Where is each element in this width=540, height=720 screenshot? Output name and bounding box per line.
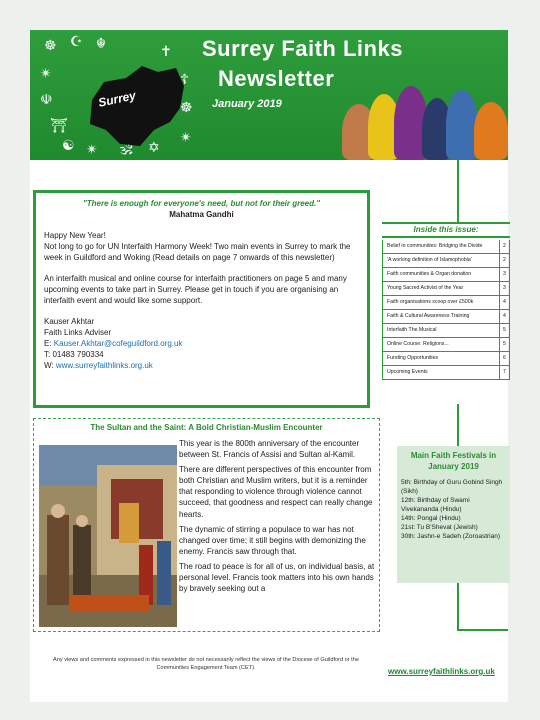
toc-row[interactable] — [382, 366, 510, 380]
yin-yang-icon: ☯ — [62, 137, 75, 153]
person-figure — [474, 102, 508, 160]
festival-item: 5th: Birthday of Guru Gobind Singh (Sikh) — [401, 479, 503, 495]
festivals-connector-line — [457, 404, 459, 446]
toc-item-page: 3 — [500, 282, 510, 295]
newsletter-title-line1: Surrey Faith Links — [202, 36, 403, 61]
toc-item-page: 5 — [500, 338, 510, 351]
toc-row[interactable] — [382, 296, 510, 310]
torii-icon: ⛩ — [50, 117, 68, 133]
festival-item: 30th: Jashn-e Sadeh (Zoroastrian) — [401, 533, 500, 540]
table-of-contents — [382, 240, 510, 380]
email-line — [44, 338, 359, 349]
article-title: The Sultan and the Saint: A Bold Christian-Muslim Encounter — [90, 423, 323, 432]
festivals-list — [401, 478, 506, 541]
greeting: Happy New Year! — [44, 231, 106, 240]
toc-item-title: Online Course: Religions... — [382, 338, 500, 351]
star-icon: ✴ — [86, 141, 98, 157]
signature-role: Faith Links Adviser — [44, 328, 112, 337]
email-label: E: — [44, 339, 52, 348]
toc-item-title: Upcoming Events — [382, 366, 500, 379]
email-link[interactable]: Kauser.Akhtar@cofeguildford.org.uk — [53, 339, 183, 348]
newsletter-title-line2: Newsletter — [218, 66, 335, 91]
toc-item-title: 'A working definition of Islamophobia' — [382, 254, 500, 267]
toc-item-title: Faith communities & Organ donation — [382, 268, 500, 281]
toc-item-page: 4 — [500, 310, 510, 323]
toc-item-page: 6 — [500, 352, 510, 365]
toc-row[interactable] — [382, 268, 510, 282]
signature — [44, 316, 359, 371]
toc-item-title: Funding Opportunities — [382, 352, 500, 365]
toc-row[interactable] — [382, 240, 510, 254]
festivals-connector-line — [457, 583, 459, 631]
toc-row[interactable] — [382, 324, 510, 338]
festival-item: 21st: Tu B'Shevat (Jewish) — [401, 524, 478, 531]
dharma-wheel-icon: ☸ — [44, 37, 57, 53]
article-paragraph: The road to peace is for all of us, on individual basis, at personal level. Francis took matters into his own hands by bravely seeking out a — [179, 561, 375, 594]
toc-title: Inside this issue: — [382, 222, 510, 238]
toc-item-title: Faith & Cultural Awareness Training — [382, 310, 500, 323]
hamsa-icon: 🕉 — [120, 141, 133, 157]
festival-item: 14th: Pongal (Hindu) — [401, 515, 461, 522]
festivals-connector-line — [459, 629, 508, 631]
toc-item-title: Interfaith The Musical — [382, 324, 500, 337]
issue-date: January 2019 — [212, 98, 282, 110]
disclaimer: Any views and comments expressed in this newsletter do not necessarily reflect the views of the Diocese of Guildford or the Communities Engagement Team (CET). — [53, 657, 359, 671]
toc-row[interactable] — [382, 310, 510, 324]
toc-item-page: 4 — [500, 296, 510, 309]
toc-item-page: 5 — [500, 324, 510, 337]
article-box — [33, 418, 380, 632]
intro-paragraph-1: Not long to go for UN Interfaith Harmony Week! Two main events in Surrey to mark the week in Guildford and Woking (Read details on page 7 onwards of this newsletter) — [44, 242, 351, 262]
toc-row[interactable] — [382, 282, 510, 296]
orthodox-cross-icon: ☦ — [180, 71, 190, 87]
faravahar-icon: ✴ — [40, 65, 52, 81]
star-of-david-icon: ✡ — [148, 139, 160, 155]
article-paragraph: This year is the 800th anniversary of the encounter between St. Francis of Assisi and Sultan al-Kamil. — [179, 439, 360, 460]
toc-item-title: Belief in communities: Bridging the Divide — [382, 240, 500, 253]
baha-star-icon: ✴ — [180, 129, 192, 145]
festival-item: 12th: Birthday of Swami Vivekananda (Hindu) — [401, 497, 470, 513]
phone-line: T: 01483 790334 — [44, 350, 104, 359]
quote-author: Mahatma Gandhi — [169, 210, 234, 219]
article-text — [179, 438, 375, 598]
festivals-title: Main Faith Festivals in January 2019 — [410, 451, 497, 471]
crescent-icon: ☪ — [70, 33, 83, 49]
article-paragraph: There are different perspectives of this encounter from both Christian and Muslim writers, but it is a reminder that responding to violence through violence cannot succeed, that goodness and respect can really change hearts. — [179, 465, 373, 519]
toc-item-page: 7 — [500, 366, 510, 379]
toc-item-page: 2 — [500, 240, 510, 253]
footer-website-link[interactable]: www.surreyfaithlinks.org.uk — [388, 667, 495, 676]
intro-greeting-block — [44, 230, 359, 263]
people-photo — [338, 60, 508, 160]
festivals-box — [397, 446, 510, 583]
web-label: W: — [44, 361, 54, 370]
quote-text: "There is enough for everyone's need, but not for their greed." — [82, 199, 321, 208]
toc-item-title: Young Sacred Activist of the Year — [382, 282, 500, 295]
toc-row[interactable] — [382, 254, 510, 268]
surrey-map-label: Surrey — [96, 88, 138, 110]
khanda-icon: ☬ — [96, 35, 106, 51]
toc-row[interactable] — [382, 352, 510, 366]
toc-connector-line — [457, 160, 459, 222]
header-banner — [30, 30, 508, 160]
fresco-image — [39, 445, 177, 627]
signature-name: Kauser Akhtar — [44, 317, 95, 326]
intro-paragraph-2: An interfaith musical and online course for interfaith practitioners on page 5 and many upcoming events to take part in Surrey. Please get in touch if you are organising an interfaith event and would like some support. — [44, 274, 347, 305]
web-line — [44, 360, 359, 371]
article-paragraph: The dynamic of stirring a populace to war has not changed over time; it still begins with demonizing the enemy. Francis saw through that. — [179, 524, 366, 556]
toc-item-page: 2 — [500, 254, 510, 267]
web-link[interactable]: www.surreyfaithlinks.org.uk — [55, 361, 153, 370]
toc-item-title: Faith organisations scoop over £500k — [382, 296, 500, 309]
intro-box — [33, 190, 370, 408]
peace-icon: ☫ — [40, 91, 53, 107]
wheel-icon: ☸ — [180, 99, 193, 115]
cross-icon: ✝ — [160, 43, 172, 59]
toc-row[interactable] — [382, 338, 510, 352]
toc-item-page: 3 — [500, 268, 510, 281]
